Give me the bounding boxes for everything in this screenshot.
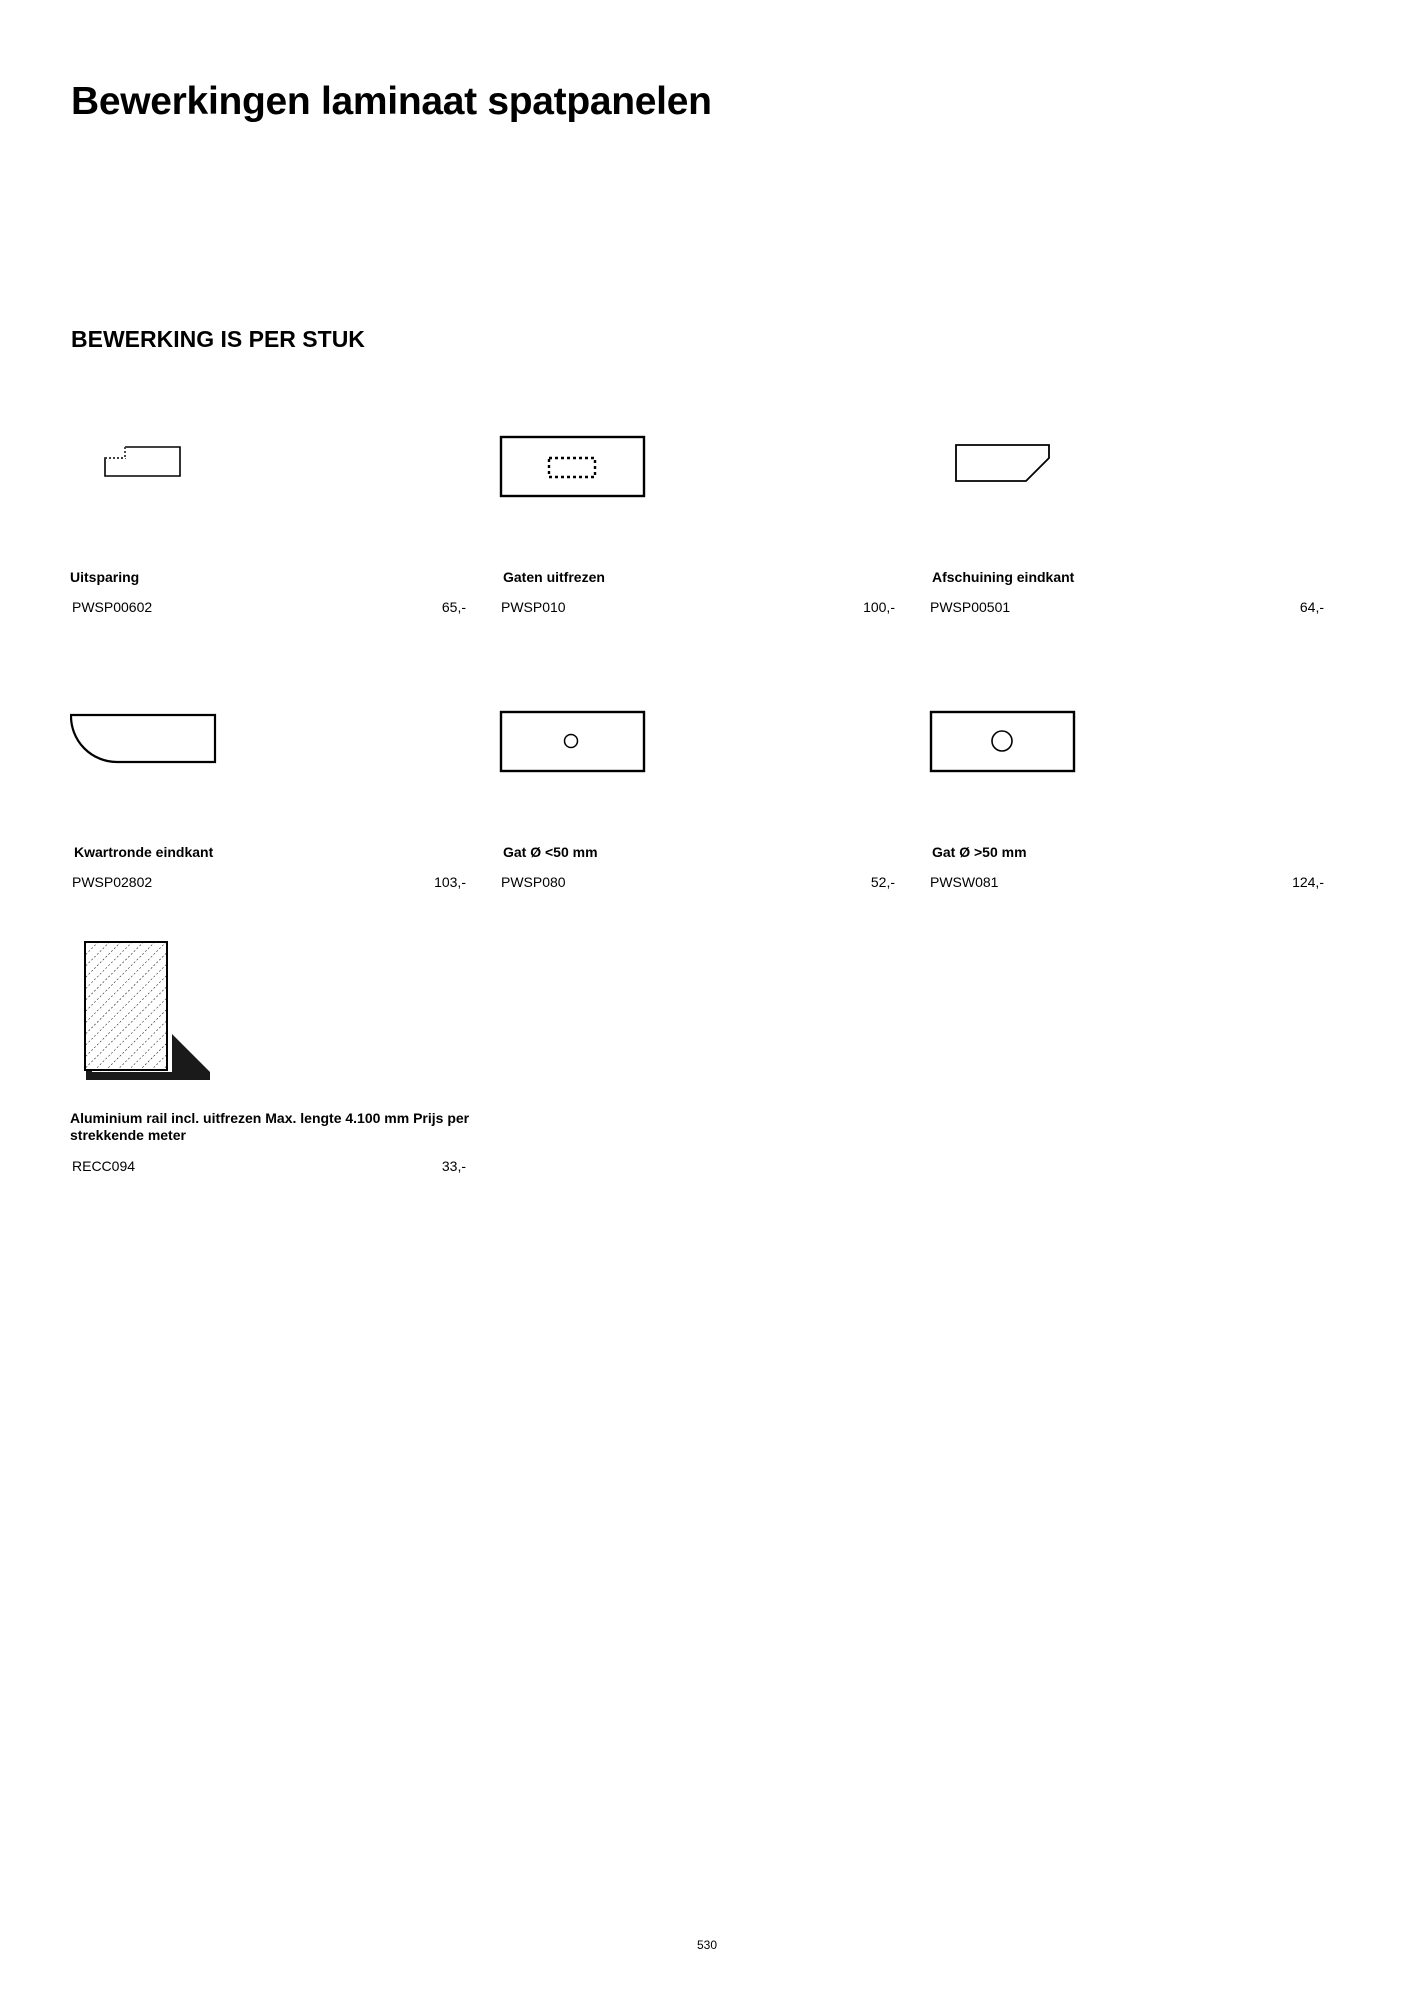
quarter-round-end-icon — [70, 700, 470, 780]
item-price: 124,- — [1292, 874, 1324, 890]
item-label: Afschuining eindkant — [932, 569, 1075, 585]
item-code: PWSP010 — [501, 599, 566, 615]
item-price: 33,- — [441, 1158, 466, 1174]
item-label: Uitsparing — [70, 569, 140, 585]
item-code: PWSP02802 — [72, 874, 153, 890]
item-label: Gaten uitfrezen — [503, 569, 605, 585]
page-number: 530 — [697, 1938, 718, 1952]
item-gaten-uitfrezen — [499, 425, 899, 685]
item-gat-klein — [499, 700, 899, 960]
item-label: Kwartronde eindkant — [74, 844, 214, 860]
item-afschuining-eindkant — [928, 425, 1328, 685]
item-uitsparing — [70, 425, 470, 685]
item-aluminium-rail — [70, 936, 470, 1196]
item-price: 103,- — [434, 874, 466, 890]
milled-holes-icon — [499, 425, 899, 505]
item-label: Gat Ø >50 mm — [932, 844, 1027, 860]
item-code: PWSW081 — [930, 874, 999, 890]
item-label: Aluminium rail incl. uitfrezen Max. lengte 4.100 mm Prijs per strekkende meter — [70, 1110, 470, 1143]
item-kwartronde-eindkant — [70, 700, 470, 960]
item-gat-groot — [928, 700, 1328, 960]
item-price: 52,- — [870, 874, 895, 890]
item-price: 65,- — [441, 599, 466, 615]
item-code: RECC094 — [72, 1158, 136, 1174]
item-code: PWSP00602 — [72, 599, 153, 615]
section-heading: BEWERKING IS PER STUK — [71, 326, 365, 352]
item-price: 100,- — [863, 599, 895, 615]
chamfer-end-icon — [928, 425, 1328, 505]
item-price: 64,- — [1299, 599, 1324, 615]
small-hole-icon — [499, 700, 899, 780]
notch-icon — [70, 425, 470, 505]
item-label: Gat Ø <50 mm — [503, 844, 598, 860]
aluminium-rail-icon — [70, 936, 470, 1096]
page-title: Bewerkingen laminaat spatpanelen — [71, 80, 712, 123]
item-code: PWSP080 — [501, 874, 566, 890]
item-code: PWSP00501 — [930, 599, 1011, 615]
large-hole-icon — [928, 700, 1328, 780]
